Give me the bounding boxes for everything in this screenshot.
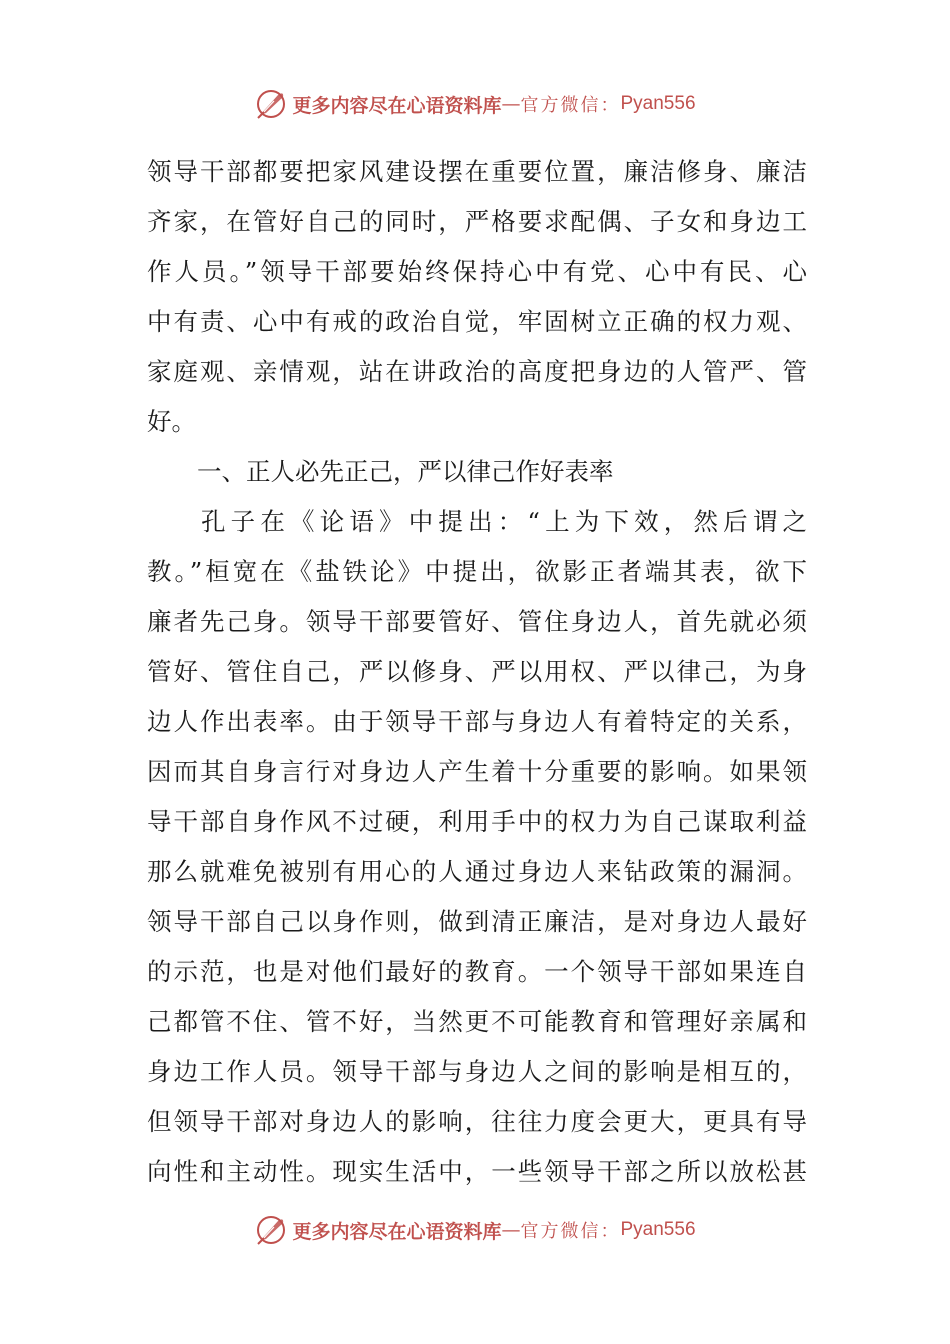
footer-banner	[0, 1210, 950, 1250]
text-line: 家庭观、亲情观，站在讲政治的高度把身边的人管严、管	[147, 357, 807, 386]
text-line: 身边工作人员。领导干部与身边人之间的影响是相互的，	[147, 1057, 807, 1086]
text-line: 但领导干部对身边人的影响，往往力度会更大，更具有导	[147, 1107, 807, 1136]
text-line: 好。	[147, 407, 196, 436]
quill-pen-logo-icon	[254, 1213, 288, 1247]
banner-wechat-label: 官方微信：	[520, 95, 621, 116]
text-line: 齐家，在管好自己的同时，严格要求配偶、子女和身边工	[147, 207, 807, 236]
text-line: 管好、管住自己，严以修身、严以用权、严以律己，为身	[147, 657, 807, 686]
text-line: 向性和主动性。现实生活中，一些领导干部之所以放松甚	[147, 1157, 807, 1186]
document-body	[147, 147, 807, 1197]
banner-title: 更多内容尽在心语资料库	[292, 94, 502, 117]
banner-separator: —	[501, 93, 521, 115]
text-line: 己都管不住、管不好，当然更不可能教育和管理好亲属和	[147, 1007, 807, 1036]
header-banner	[0, 84, 950, 124]
text-line: 教。”桓宽在《盐铁论》中提出，欲影正者端其表，欲下	[147, 557, 807, 586]
banner-wechat-id: Pyan556	[620, 93, 696, 114]
banner-separator: —	[501, 1219, 521, 1241]
text-line: 边人作出表率。由于领导干部与身边人有着特定的关系，	[147, 707, 807, 736]
banner-wechat-id: Pyan556	[620, 1219, 696, 1240]
text-line: 的示范，也是对他们最好的教育。一个领导干部如果连自	[147, 957, 807, 986]
text-line: 作人员。”领导干部要始终保持心中有党、心中有民、心	[147, 257, 807, 286]
text-line: 领导干部都要把家风建设摆在重要位置，廉洁修身、廉洁	[147, 157, 807, 186]
text-line: 那么就难免被别有用心的人通过身边人来钻政策的漏洞。	[147, 857, 807, 886]
text-line: 孔子在《论语》中提出：“上为下效，然后谓之	[201, 507, 807, 536]
banner-title: 更多内容尽在心语资料库	[292, 1220, 502, 1243]
text-line: 导干部自身作风不过硬，利用手中的权力为自己谋取利益	[147, 807, 807, 836]
quill-pen-logo-icon	[254, 87, 288, 121]
text-line: 领导干部自己以身作则，做到清正廉洁，是对身边人最好	[147, 907, 807, 936]
text-line: 因而其自身言行对身边人产生着十分重要的影响。如果领	[147, 757, 807, 786]
section-heading: 一、正人必先正己，严以律己作好表率	[197, 457, 614, 486]
text-line: 廉者先己身。领导干部要管好、管住身边人，首先就必须	[147, 607, 807, 636]
banner-wechat-label: 官方微信：	[520, 1221, 621, 1242]
text-line: 中有责、心中有戒的政治自觉，牢固树立正确的权力观、	[147, 307, 807, 336]
